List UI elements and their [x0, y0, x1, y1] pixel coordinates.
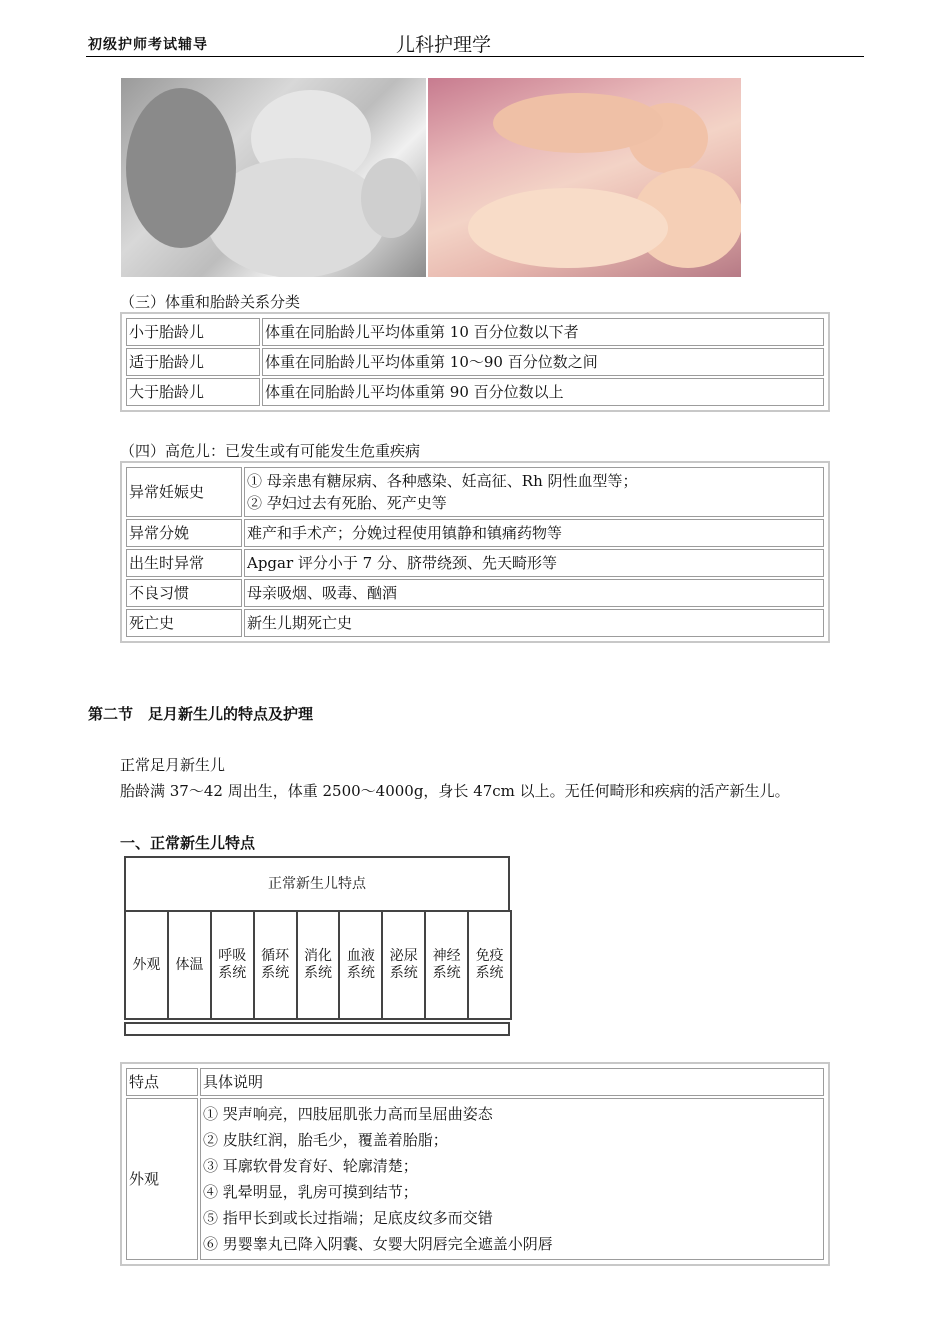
table-cell-label: 异常妊娠史 — [126, 467, 242, 517]
table-cell-label: 死亡史 — [126, 609, 242, 637]
header-left-title: 初级护师考试辅导 — [88, 37, 208, 53]
table-row — [126, 318, 824, 346]
table-cell-label: 小于胎龄儿 — [126, 318, 260, 346]
table-cell-label: 出生时异常 — [126, 549, 242, 577]
table-cell-line: ② 孕妇过去有死胎、死产史等 — [247, 494, 447, 512]
table-row — [126, 609, 824, 637]
section3-title: （三）体重和胎龄关系分类 — [120, 293, 301, 311]
table-row — [126, 579, 824, 607]
header-center-title: 儿科护理学 — [396, 34, 492, 56]
features-table — [120, 1062, 830, 1266]
table-cell-label: 大于胎龄儿 — [126, 378, 260, 406]
table-cell-desc — [200, 1098, 824, 1260]
diagram-item: 血液系统 — [338, 910, 383, 1020]
diagram-item: 体温 — [167, 910, 212, 1020]
diagram-item: 消化系统 — [296, 910, 341, 1020]
table-cell-label: 适于胎龄儿 — [126, 348, 260, 376]
diagram-root: 正常新生儿特点 — [124, 856, 510, 912]
chapter-subtitle: 正常足月新生儿 — [120, 756, 226, 774]
table-header-row — [126, 1068, 824, 1096]
table-header-feature: 特点 — [126, 1068, 198, 1096]
newborn-photo-grayscale-art — [121, 78, 426, 277]
table-cell-line: ⑤ 指甲长到或长过指端；足底皮纹多而交错 — [203, 1209, 493, 1227]
table-row — [126, 378, 824, 406]
header-rule — [86, 56, 864, 57]
features-diagram — [124, 856, 510, 1036]
diagram-item: 泌尿系统 — [381, 910, 426, 1020]
table-cell-desc: 体重在同胎龄儿平均体重第 90 百分位数以上 — [262, 378, 824, 406]
table-row — [126, 549, 824, 577]
table-cell-desc: 新生儿期死亡史 — [244, 609, 824, 637]
diagram-item: 循环系统 — [253, 910, 298, 1020]
table-cell-line: ② 皮肤红润，胎毛少，覆盖着胎脂； — [203, 1131, 448, 1149]
newborn-photo-grayscale — [121, 78, 426, 277]
table-cell-desc: Apgar 评分小于 7 分、脐带绕颈、先天畸形等 — [244, 549, 824, 577]
table-row — [126, 1098, 824, 1260]
table-cell-desc: 母亲吸烟、吸毒、酗酒 — [244, 579, 824, 607]
table-row — [126, 348, 824, 376]
chapter-body: 胎龄满 37～42 周出生，体重 2500～4000g，身长 47cm 以上。无任何畸形和疾病的活产新生儿。 — [120, 782, 790, 800]
diagram-items — [124, 910, 510, 1020]
table-cell-line: ① 母亲患有糖尿病、各种感染、妊高征、Rh 阴性血型等； — [247, 472, 638, 490]
diagram-item: 呼吸系统 — [210, 910, 255, 1020]
table-cell-desc: 体重在同胎龄儿平均体重第 10 百分位数以下者 — [262, 318, 824, 346]
table-cell-desc: 体重在同胎龄儿平均体重第 10～90 百分位数之间 — [262, 348, 824, 376]
table-cell-desc: 难产和手术产；分娩过程使用镇静和镇痛药物等 — [244, 519, 824, 547]
weight-age-table — [120, 312, 830, 412]
newborn-photo-color — [428, 78, 741, 277]
table-cell-line: ④ 乳晕明显，乳房可摸到结节； — [203, 1183, 418, 1201]
table-cell-line: ③ 耳廓软骨发育好、轮廓清楚； — [203, 1157, 418, 1175]
table-cell-label: 不良习惯 — [126, 579, 242, 607]
table-cell-label: 异常分娩 — [126, 519, 242, 547]
table-header-detail: 具体说明 — [200, 1068, 824, 1096]
table-cell-desc — [244, 467, 824, 517]
diagram-base-bar — [124, 1022, 510, 1036]
chapter-title: 第二节 足月新生儿的特点及护理 — [88, 705, 314, 723]
diagram-item: 外观 — [124, 910, 169, 1020]
table-row — [126, 467, 824, 517]
table-cell-line: ⑥ 男婴睾丸已降入阴囊、女婴大阴唇完全遮盖小阴唇 — [203, 1235, 553, 1253]
table-cell-label: 外观 — [126, 1098, 198, 1260]
table-row — [126, 519, 824, 547]
high-risk-table — [120, 461, 830, 643]
newborn-photo-color-art — [428, 78, 741, 277]
diagram-item: 免疫系统 — [467, 910, 512, 1020]
section4-title: （四）高危儿：已发生或有可能发生危重疾病 — [120, 442, 421, 460]
diagram-item: 神经系统 — [424, 910, 469, 1020]
part1-title: 一、正常新生儿特点 — [120, 834, 256, 852]
table-cell-line: ① 哭声响亮，四肢屈肌张力高而呈屈曲姿态 — [203, 1105, 493, 1123]
